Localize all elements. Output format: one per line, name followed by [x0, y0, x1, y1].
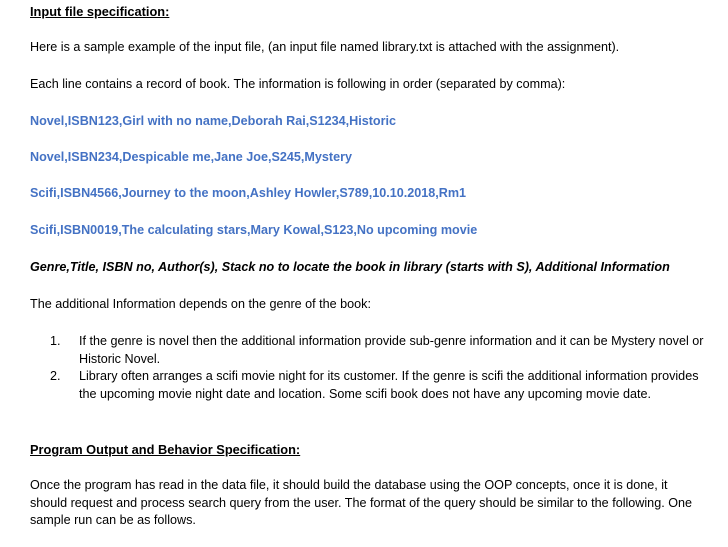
sample-record-3: Scifi,ISBN4566,Journey to the moon,Ashley Howler,S789,10.10.2018,Rm1: [30, 186, 467, 200]
list-number: 2.: [50, 369, 61, 383]
list-number: 1.: [50, 334, 61, 348]
additional-info-intro: The additional Information depends on the genre of the book:: [30, 297, 371, 311]
list-item-text: Library often arranges a scifi movie night for its customer. If the genre is scifi the additional information provides the upcoming movie night date and location. Some scifi book does not have any upcoming movie date.: [79, 369, 699, 401]
sample-record-1: Novel,ISBN123,Girl with no name,Deborah Rai,S1234,Historic: [30, 114, 397, 128]
sample-record-2: Novel,ISBN234,Despicable me,Jane Joe,S245,Mystery: [30, 150, 353, 164]
list-item-1: [50, 333, 710, 368]
list-item-text: If the genre is novel then the additional information provide sub-genre information and it can be Mystery novel or Historic Novel.: [79, 334, 704, 366]
sample-record-4: Scifi,ISBN0019,The calculating stars,Mary Kowal,S123,No upcoming movie: [30, 223, 478, 237]
output-spec-heading: Program Output and Behavior Specification:: [30, 442, 301, 457]
output-paragraph: Once the program has read in the data file, it should build the database using the OOP concepts, once it is done, it should request and process search query from the user. The format of the query should be similar to the following. One sample run can be as follows.: [30, 478, 692, 527]
list-item-2: [50, 368, 710, 403]
record-description: Each line contains a record of book. The information is following in order (separated by comma):: [30, 77, 566, 91]
record-format-line: Genre,Title, ISBN no, Author(s), Stack no to locate the book in library (starts with S), Additional Information: [30, 260, 670, 274]
intro-paragraph: Here is a sample example of the input file, (an input file named library.txt is attached with the assignment).: [30, 40, 620, 54]
input-spec-heading: Input file specification:: [30, 4, 170, 19]
